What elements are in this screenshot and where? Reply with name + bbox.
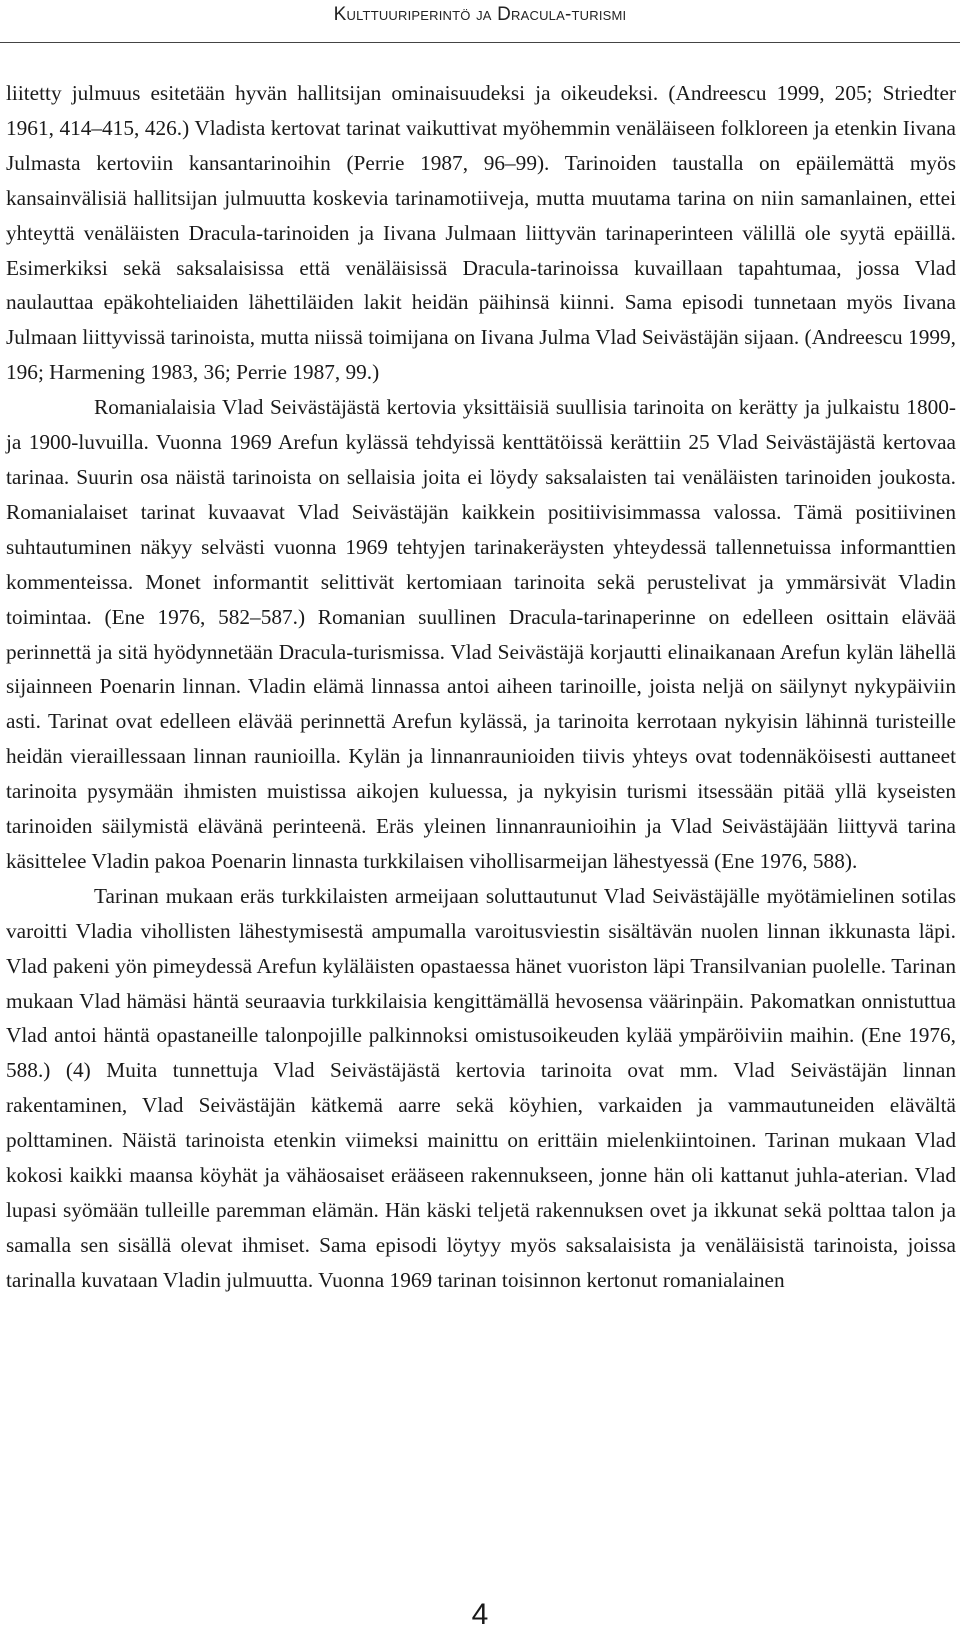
page-number: 4 [471,1598,489,1631]
body-text [6,76,956,1298]
paragraph-2: Romanialaisia Vlad Seivästäjästä kertovia yksittäisiä suullisia tarinoita on kerätty ja julkaistu 1800- ja 1900-luvuilla. Vuonna 1969 Arefun kylässä tehdyissä kenttätöissä kerättiin 25 Vlad Seivästäjästä kertovaa tarinaa. Suurin osa näistä tarinoista on sellaisia joita ei löydy saksalaisten tai venäläisten tarinoiden joukosta. Romanialaiset tarinat kuvaavat Vlad Seivästäjän kaikkein positiivisimmassa valossa. Tämä positiivinen suhtautuminen näkyy selvästi vuonna 1969 tehtyjen tarinakeräysten yhteydessä tallennetuissa informanttien kommenteissa. Monet informantit selittivät kertomiaan tarinoita sekä perustelivat ja ymmärsivät Vladin toimintaa. (Ene 1976, 582–587.) Romanian suullinen Dracula-tarinaperinne on edelleen osittain elävää perinnettä ja sitä hyödynnetään Dracula-turismissa. Vlad Seivästäjä korjautti elinaikanaan Arefun kylän lähellä sijainneen Poenarin linnan. Vladin elämä linnassa antoi aiheen tarinoille, joista neljä on säilynyt nykypäiviin asti. Tarinat ovat edelleen elävää perinnettä Arefun kylässä, ja tarinoita kerrotaan nykyisin lähinnä turisteille heidän vieraillessaan linnan raunioilla. Kylän ja linnanraunioiden tiivis yhteys ovat todennäköisesti auttaneet tarinoita pysymään ihmisten muistissa aikojen kuluessa, ja nykyisin turismi itsessään pitää yllä kyseisten tarinoiden säilymistä elävänä perinteenä. Eräs yleinen linnanraunioihin ja Vlad Seivästäjään liittyvä tarina käsittelee Vladin pakoa Poenarin linnasta turkkilaisen vihollisarmeijan lähestyessä (Ene 1976, 588). [6,395,956,873]
paragraph-3: Tarinan mukaan eräs turkkilaisten armeijaan soluttautunut Vlad Seivästäjälle myötämielinen sotilas varoitti Vladia vihollisten lähestymisestä ampumalla varoitusviestin sisältävän nuolen linnan ikkunasta läpi. Vlad pakeni yön pimeydessä Arefun kyläläisten opastaessa hänet vuoriston läpi Transilvanian puolelle. Tarinan mukaan Vlad hämäsi häntä seuraavia turkkilaisia kengittämällä hevosensa väärinpäin. Pakomatkan onnistuttua Vlad antoi häntä opastaneille talonpojille palkinnoksi omistusoikeuden kylää ympäröiviin maihin. (Ene 1976, 588.) (4) Muita tunnettuja Vlad Seivästäjästä kertovia tarinoita ovat mm. Vlad Seivästäjän linnan rakentaminen, Vlad Seivästäjän kätkemä aarre sekä köyhien, varkaiden ja vammautuneiden elävältä polttaminen. Näistä tarinoista etenkin viimeksi mainittu on erittäin mielenkiintoinen. Tarinan mukaan Vlad kokosi kaikki maansa köyhät ja vähäosaiset erääseen rakennukseen, jonne hän oli kattanut juhla-aterian. Vlad lupasi syömään tulleille paremman elämän. Hän käski teljetä rakennuksen ovet ja ikkunat sekä polttaa talon ja samalla sen sisällä olevat ihmiset. Sama episodi löytyy myös saksalaisista ja venäläisistä tarinoista, joissa tarinalla kuvataan Vladin julmuutta. Vuonna 1969 tarinan toisinnon kertonut romanialainen [6,883,956,1292]
paragraph-1: liitetty julmuus esitetään hyvän hallitsijan ominaisuudeksi ja oikeudeksi. (Andreescu 1999, 205; Striedter 1961, 414–415, 426.) Vladista kertovat tarinat vaikuttivat myöhemmin venäläiseen folkloreen ja etenkin Iivana Julmasta kertoviin kansantarinoihin (Perrie 1987, 96–99). Tarinoiden taustalla on epäilemättä myös kansainvälisiä hallitsijan julmuutta koskevia tarinamotiiveja, mutta muutama tarina on niin samanlainen, ettei yhteyttä venäläisten Dracula-tarinoiden ja Iivana Julmaan liittyvän tarinaperinteen välillä ole syytä epäillä. Esimerkiksi sekä saksalaisissa että venäläisissä Dracula-tarinoissa kuvaillaan tapahtumaa, jossa Vlad naulauttaa epäkohteliaiden lähettiläiden lakit heidän päihinsä kiinni. Sama episodi tunnetaan myös Iivana Julmaan liittyvissä tarinoista, mutta niissä toimijana on Iivana Julma Vlad Seivästäjän sijaan. (Andreescu 1999, 196; Harmening 1983, 36; Perrie 1987, 99.) [6,81,956,385]
header-rule [0,42,960,43]
running-header: Kulttuuriperintö ja Dracula-turismi [333,4,627,25]
